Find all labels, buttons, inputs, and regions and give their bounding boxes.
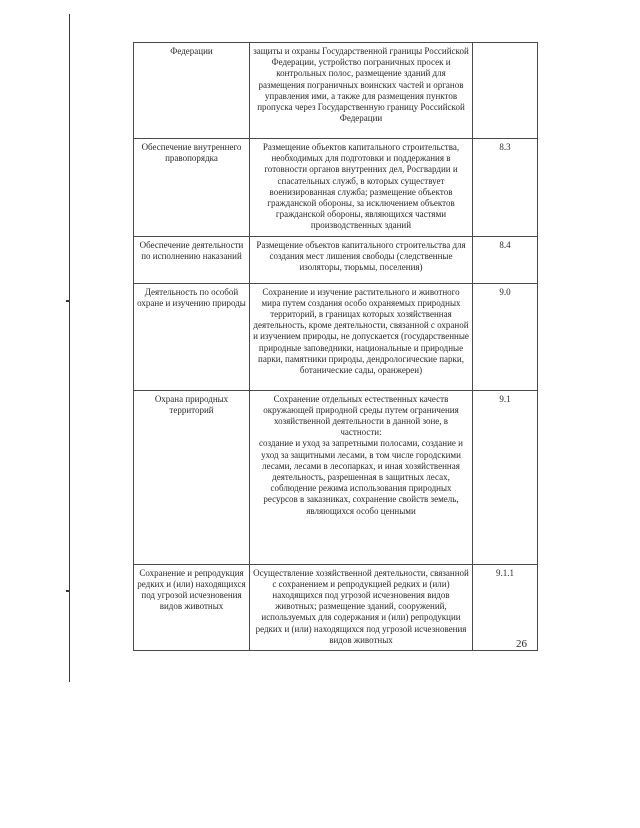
use-type-name: Обеспечение внутреннего правопорядка — [134, 139, 250, 237]
use-type-code: 9.1 — [473, 390, 538, 564]
use-type-name: Сохранение и репродукция редких и (или) находящихся под угрозой исчезновения видов животных — [134, 564, 250, 650]
use-type-description: защиты и охраны Государственной границы Российской Федерации, устройство пограничных просек и контрольных полос, размещение зданий для размещения пограничных воинских частей и органов управления ими, а также для размещения пунктов пропуска через Государственную границу Российской Федерации — [250, 43, 473, 139]
table-row — [134, 283, 538, 390]
use-type-code — [473, 43, 538, 139]
use-type-name: Федерации — [134, 43, 250, 139]
use-type-name: Деятельность по особой охране и изучению природы — [134, 283, 250, 390]
use-type-description: Осуществление хозяйственной деятельности, связанной с сохранением и репродукцией редких и (или) находящихся под угрозой исчезновения видов животных; размещение зданий, сооружений, используемых для содержания и (или) репродукции редких и (или) находящихся под угрозой исчезновения видов животных — [250, 564, 473, 650]
use-type-description: Сохранение и изучение растительного и животного мира путем создания особо охраняемых природных территорий, в границах которых хозяйственная деятельность, кроме деятельности, связанной с охраной и изучением природы, не допускается (государственные природные заповедники, национальные и природные парки, памятники природы, дендрологические парки, ботанические сады, оранжереи) — [250, 283, 473, 390]
table-row — [134, 564, 538, 650]
table-row — [134, 236, 538, 283]
table-row — [134, 390, 538, 564]
page-number: 26 — [516, 638, 527, 650]
table-row — [134, 139, 538, 237]
description-paragraph: создание и уход за запретными полосами, создание и уход за защитными лесами, в том числе городскими лесами, лесами в лесопарках, и иная хозяйственная деятельность, разрешенная в защитных лесах, соблюдение режима использования природных ресурсов в заказниках, сохранение свойств земель, являющихся особо ценными — [259, 438, 463, 516]
use-type-description — [250, 390, 473, 564]
use-type-name: Обеспечение деятельности по исполнению наказаний — [134, 236, 250, 283]
use-type-code: 8.3 — [473, 139, 538, 237]
use-type-code: 9.0 — [473, 283, 538, 390]
use-type-description: Размещение объектов капитального строительства для создания мест лишения свободы (следственные изоляторы, тюрьмы, поселения) — [250, 236, 473, 283]
description-paragraph: Сохранение отдельных естественных качеств окружающей природной среды путем ограничения хозяйственной деятельности в данной зоне, в частности: — [263, 393, 459, 438]
scan-margin-line — [69, 14, 70, 682]
use-type-description: Размещение объектов капитального строительства, необходимых для подготовки и поддержания в готовности органов внутренних дел, Росгвардии и спасательных служб, в которых существует военизированная служба; размещение объектов гражданской обороны, за исключением объектов гражданской обороны, являющихся частями производственных зданий — [250, 139, 473, 237]
scan-margin-mark — [66, 590, 69, 592]
use-type-code: 9.1.1 — [473, 564, 538, 650]
land-use-table — [133, 42, 538, 651]
table-row — [134, 43, 538, 139]
use-type-name: Охрана природных территорий — [134, 390, 250, 564]
use-type-code: 8.4 — [473, 236, 538, 283]
scan-margin-mark — [66, 300, 69, 302]
